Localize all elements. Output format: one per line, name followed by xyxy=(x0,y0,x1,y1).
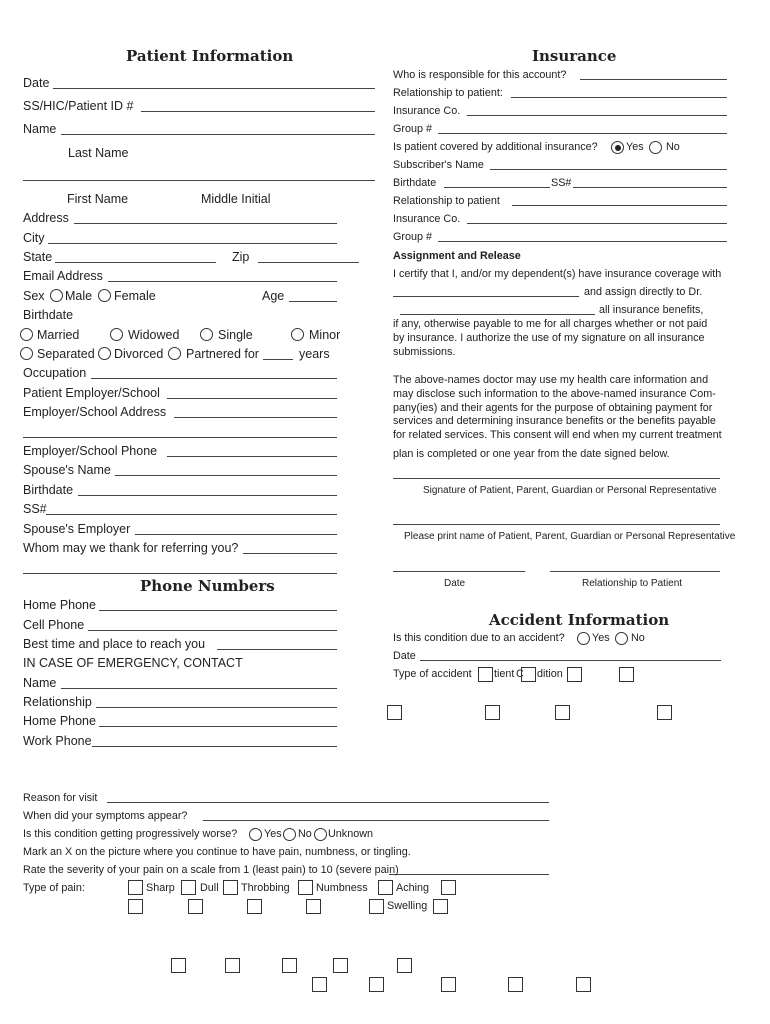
age-field[interactable] xyxy=(289,301,337,302)
reason-label: Reason for visit xyxy=(23,792,98,804)
emergency-name-field[interactable] xyxy=(61,688,337,689)
referral-label: Whom may we thank for referring you? xyxy=(23,541,239,555)
aching-label: Aching xyxy=(396,882,430,894)
married-radio[interactable] xyxy=(20,328,33,341)
occupation-field[interactable] xyxy=(91,378,337,379)
pain-extra-checkbox-5[interactable] xyxy=(306,899,321,914)
referral-field[interactable] xyxy=(243,553,337,554)
additional-yes-label: Yes xyxy=(626,141,644,153)
accident-fragment-2: C xyxy=(516,668,524,680)
mark-label: Mark an X on the picture where you continue to have pain, numbness, or tingling. xyxy=(23,846,411,858)
ins-group-field[interactable] xyxy=(438,133,727,134)
doctor-field[interactable] xyxy=(400,314,595,315)
ins-group2-label: Group # xyxy=(393,231,433,243)
spouse-name-label: Spouse's Name xyxy=(23,463,111,477)
print-name-field[interactable] xyxy=(393,524,720,525)
spouse-ss-field[interactable] xyxy=(46,514,337,515)
cell-phone-label: Cell Phone xyxy=(23,618,85,632)
spouse-birthdate-field[interactable] xyxy=(78,495,337,496)
body-checkbox-3[interactable] xyxy=(282,958,297,973)
male-label: Male xyxy=(65,289,93,303)
name-field[interactable] xyxy=(61,134,375,135)
ins-group2-field[interactable] xyxy=(438,241,727,242)
pain-type-label: Type of pain: xyxy=(23,882,85,894)
email-field[interactable] xyxy=(108,281,337,282)
accident-type-label: Type of accident xyxy=(393,668,472,680)
separated-radio[interactable] xyxy=(20,347,33,360)
accident-fragment-1: tient xyxy=(494,668,515,680)
emergency-name-label: Name xyxy=(23,676,57,690)
body-checkbox-5[interactable] xyxy=(397,958,412,973)
referral-line2[interactable] xyxy=(23,573,337,574)
additional-yes-radio[interactable] xyxy=(611,141,624,154)
home-phone-label: Home Phone xyxy=(23,598,96,612)
occupation-label: Occupation xyxy=(23,366,87,380)
ins-company-field[interactable] xyxy=(467,115,727,116)
assignment-line2: and assign directly to Dr. xyxy=(584,286,703,298)
accident-date-label: Date xyxy=(393,650,416,662)
accident-type-checkbox-1[interactable] xyxy=(478,667,493,682)
accident-no-label: No xyxy=(631,632,645,644)
spouse-employer-field[interactable] xyxy=(135,534,337,535)
signature-label: Signature of Patient, Parent, Guardian or Personal Representative xyxy=(423,485,717,496)
email-label: Email Address xyxy=(23,269,103,283)
sign-date-label: Date xyxy=(444,578,466,589)
numbness-checkbox[interactable] xyxy=(298,880,313,895)
pain-extra-checkbox-6[interactable] xyxy=(433,899,448,914)
emergency-label: IN CASE OF EMERGENCY, CONTACT xyxy=(23,656,243,670)
state-field[interactable] xyxy=(55,262,216,263)
divorced-radio[interactable] xyxy=(98,347,111,360)
emergency-home-field[interactable] xyxy=(99,726,337,727)
single-radio[interactable] xyxy=(200,328,213,341)
phone-heading: Phone Numbers xyxy=(140,577,275,595)
female-label: Female xyxy=(114,289,156,303)
assignment-para2: The above-names doctor may use my health care information and may disclose such information to the above-named insurance Com- pany(ies) and their agents for the purpose of obtaining payment for services and determining insurance benefits or the benefits payable for related services. This consent will end when my current treatment xyxy=(393,374,722,442)
employer-field[interactable] xyxy=(167,398,337,399)
body-checkbox-6[interactable] xyxy=(312,977,327,992)
employer-address-line2[interactable] xyxy=(23,437,337,438)
zip-label: Zip xyxy=(232,250,250,264)
throbbing-label: Throbbing xyxy=(241,882,290,894)
swelling-checkbox[interactable] xyxy=(369,899,384,914)
accident-type-checkbox-5[interactable] xyxy=(387,705,402,720)
body-checkbox-1[interactable] xyxy=(171,958,186,973)
spouse-name-field[interactable] xyxy=(115,475,337,476)
insurance-heading: Insurance xyxy=(532,47,617,65)
ins-birthdate-field[interactable] xyxy=(444,187,550,188)
best-time-label: Best time and place to reach you xyxy=(23,637,206,651)
accident-no-radio[interactable] xyxy=(615,632,628,645)
accident-type-checkbox-4[interactable] xyxy=(619,667,634,682)
zip-field[interactable] xyxy=(258,262,359,263)
dull-label: Dull xyxy=(200,882,219,894)
address-field[interactable] xyxy=(74,223,337,224)
when-field[interactable] xyxy=(203,820,549,821)
ins-company2-label: Insurance Co. xyxy=(393,213,461,225)
birthdate-label: Birthdate xyxy=(23,308,74,322)
separated-label: Separated xyxy=(37,347,95,361)
minor-label: Minor xyxy=(309,328,341,342)
emergency-relationship-field[interactable] xyxy=(96,707,337,708)
when-label: When did your symptoms appear? xyxy=(23,810,188,822)
dull-checkbox[interactable] xyxy=(181,880,196,895)
sign-date-field[interactable] xyxy=(393,571,525,572)
ins-ss-field[interactable] xyxy=(573,187,727,188)
accident-type-checkbox-6[interactable] xyxy=(485,705,500,720)
responsible-field[interactable] xyxy=(580,79,727,80)
sign-relationship-label: Relationship to Patient xyxy=(582,578,683,589)
last-name-label: Last Name xyxy=(68,146,129,160)
pain-extra-checkbox-2[interactable] xyxy=(128,899,143,914)
sharp-checkbox[interactable] xyxy=(128,880,143,895)
sign-relationship-field[interactable] xyxy=(550,571,720,572)
age-label: Age xyxy=(262,289,285,303)
spouse-employer-label: Spouse's Employer xyxy=(23,522,131,536)
address-label: Address xyxy=(23,211,69,225)
years-label: years xyxy=(299,347,330,361)
subscriber-label: Subscriber's Name xyxy=(393,159,484,171)
accident-fragment-3: dition xyxy=(537,668,563,680)
worse-yes-label: Yes xyxy=(264,828,282,840)
sex-label: Sex xyxy=(23,289,45,303)
employer-address-field[interactable] xyxy=(174,417,337,418)
female-radio[interactable] xyxy=(98,289,111,302)
assignment-line3: all insurance benefits, xyxy=(599,304,704,316)
assignment-para3: plan is completed or one year from the date signed below. xyxy=(393,448,670,460)
insurance-company-field[interactable] xyxy=(393,296,579,297)
body-checkbox-4[interactable] xyxy=(333,958,348,973)
emergency-home-label: Home Phone xyxy=(23,714,96,728)
patient-heading: Patient Information xyxy=(126,47,294,65)
widowed-label: Widowed xyxy=(128,328,180,342)
date-field[interactable] xyxy=(53,88,375,89)
accident-yes-label: Yes xyxy=(592,632,610,644)
ins-relationship2-field[interactable] xyxy=(512,205,727,206)
body-checkbox-9[interactable] xyxy=(508,977,523,992)
spouse-ss-label: SS# xyxy=(23,502,47,516)
responsible-label: Who is responsible for this account? xyxy=(393,69,567,81)
married-label: Married xyxy=(37,328,80,342)
partnered-radio[interactable] xyxy=(168,347,181,360)
accident-type-checkbox-3[interactable] xyxy=(567,667,582,682)
assignment-para1: if any, otherwise payable to me for all charges whether or not paid by insurance. I authorize the use of my signature on all insurance submissions. xyxy=(393,318,708,358)
accident-date-field[interactable] xyxy=(420,660,721,661)
state-label: State xyxy=(23,250,53,264)
swelling-label: Swelling xyxy=(387,900,428,912)
cell-phone-field[interactable] xyxy=(88,630,337,631)
city-field[interactable] xyxy=(48,243,337,244)
employer-label: Patient Employer/School xyxy=(23,386,160,400)
divorced-label: Divorced xyxy=(114,347,164,361)
rate-field[interactable] xyxy=(389,874,549,875)
ss-id-field[interactable] xyxy=(141,111,375,112)
partnered-label: Partnered for xyxy=(186,347,259,361)
pain-extra-checkbox-1[interactable] xyxy=(441,880,456,895)
pain-extra-checkbox-3[interactable] xyxy=(188,899,203,914)
pain-extra-checkbox-4[interactable] xyxy=(247,899,262,914)
name-label: Name xyxy=(23,122,57,136)
minor-radio[interactable] xyxy=(291,328,304,341)
reason-field[interactable] xyxy=(107,802,549,803)
emergency-work-field[interactable] xyxy=(92,746,337,747)
print-name-label: Please print name of Patient, Parent, Guardian or Personal Representative xyxy=(404,531,736,542)
accident-yes-radio[interactable] xyxy=(577,632,590,645)
assignment-line1: I certify that I, and/or my dependent(s) have insurance coverage with xyxy=(393,268,722,280)
accident-heading: Accident Information xyxy=(489,611,670,629)
ins-relationship2-label: Relationship to patient xyxy=(393,195,500,207)
signature-field[interactable] xyxy=(393,478,720,479)
worse-no-label: No xyxy=(298,828,312,840)
additional-ins-label: Is patient covered by additional insurance? xyxy=(393,141,598,153)
accident-type-checkbox-7[interactable] xyxy=(555,705,570,720)
first-name-field[interactable] xyxy=(23,180,375,181)
assignment-heading: Assignment and Release xyxy=(393,250,521,262)
accident-type-checkbox-8[interactable] xyxy=(657,705,672,720)
subscriber-field[interactable] xyxy=(490,169,727,170)
city-label: City xyxy=(23,231,45,245)
body-checkbox-2[interactable] xyxy=(225,958,240,973)
partnered-years-field[interactable] xyxy=(263,359,293,360)
additional-no-radio[interactable] xyxy=(649,141,662,154)
best-time-field[interactable] xyxy=(217,649,337,650)
ss-id-label: SS/HIC/Patient ID # xyxy=(23,99,134,113)
male-radio[interactable] xyxy=(50,289,63,302)
ins-relationship-label: Relationship to patient: xyxy=(393,87,503,99)
worse-label: Is this condition getting progressively worse? xyxy=(23,828,238,840)
ins-ss-label: SS# xyxy=(551,177,572,189)
first-name-label: First Name xyxy=(67,192,129,206)
ins-birthdate-label: Birthdate xyxy=(393,177,437,189)
body-checkbox-7[interactable] xyxy=(369,977,384,992)
emergency-work-label: Work Phone xyxy=(23,734,92,748)
worse-no-radio[interactable] xyxy=(283,828,296,841)
home-phone-field[interactable] xyxy=(99,610,337,611)
ins-company-label: Insurance Co. xyxy=(393,105,461,117)
date-label: Date xyxy=(23,76,50,90)
employer-address-label: Employer/School Address xyxy=(23,405,167,419)
employer-phone-label: Employer/School Phone xyxy=(23,444,158,458)
rate-label: Rate the severity of your pain on a scale from 1 (least pain) to 10 (severe pain) xyxy=(23,864,399,876)
body-checkbox-8[interactable] xyxy=(441,977,456,992)
ins-group-label: Group # xyxy=(393,123,433,135)
numbness-label: Numbness xyxy=(316,882,368,894)
aching-checkbox[interactable] xyxy=(378,880,393,895)
throbbing-checkbox[interactable] xyxy=(223,880,238,895)
worse-unknown-radio[interactable] xyxy=(314,828,327,841)
ins-company2-field[interactable] xyxy=(467,223,727,224)
middle-initial-label: Middle Initial xyxy=(201,192,271,206)
accident-type-checkbox-2[interactable] xyxy=(521,667,536,682)
worse-yes-radio[interactable] xyxy=(249,828,262,841)
ins-relationship-field[interactable] xyxy=(511,97,727,98)
employer-phone-field[interactable] xyxy=(167,456,337,457)
additional-no-label: No xyxy=(666,141,680,153)
accident-question: Is this condition due to an accident? xyxy=(393,632,565,644)
spouse-birthdate-label: Birthdate xyxy=(23,483,74,497)
sharp-label: Sharp xyxy=(146,882,175,894)
single-label: Single xyxy=(218,328,253,342)
worse-unknown-label: Unknown xyxy=(328,828,374,840)
widowed-radio[interactable] xyxy=(110,328,123,341)
body-checkbox-10[interactable] xyxy=(576,977,591,992)
emergency-relationship-label: Relationship xyxy=(23,695,92,709)
